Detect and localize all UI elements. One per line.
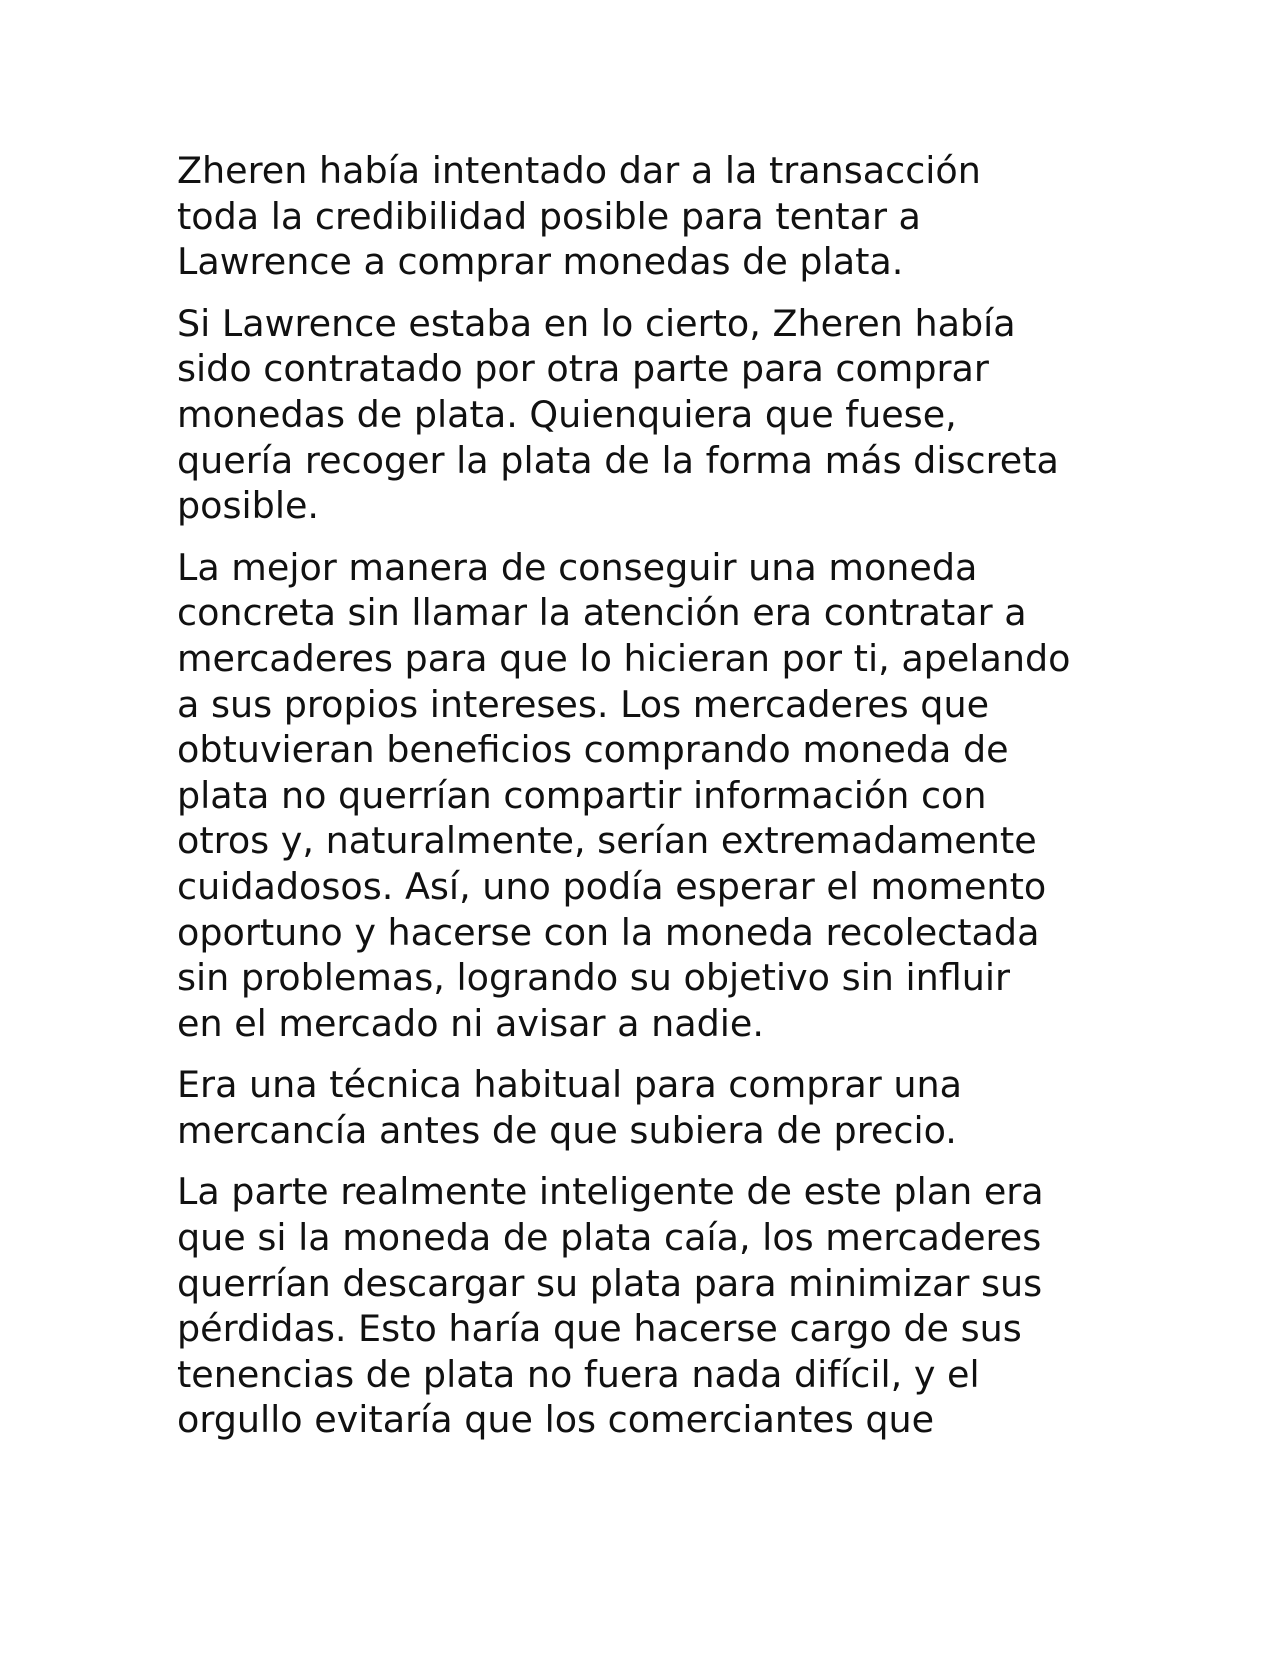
text-line: a sus propios intereses. Los mercaderes que (177, 682, 990, 726)
text-line: La mejor manera de conseguir una moneda (177, 545, 978, 589)
text-line: monedas de plata. Quienquiera que fuese, (177, 392, 957, 436)
text-line: tenencias de plata no fuera nada difícil, y el (177, 1352, 980, 1396)
text-line: Zheren había intentado dar a la transacción (177, 149, 981, 192)
paragraph-5 (177, 1169, 1117, 1443)
text-line: querrían descargar su plata para minimizar sus (177, 1261, 1043, 1305)
text-line: que si la moneda de plata caía, los mercaderes (177, 1216, 1042, 1260)
text-line: La parte realmente inteligente de este plan era (177, 1170, 1044, 1214)
text-line: sin problemas, logrando su objetivo sin influir (177, 956, 1011, 1000)
text-line: toda la credibilidad posible para tentar a (177, 194, 921, 238)
text-line: posible. (177, 484, 320, 528)
text-line: Era una técnica habitual para comprar una (177, 1063, 963, 1107)
text-line: pérdidas. Esto haría que hacerse cargo de sus (177, 1307, 1022, 1351)
text-line: cuidadosos. Así, uno podía esperar el momento (177, 864, 1047, 908)
text-line: mercaderes para que lo hicieran por ti, apelando (177, 636, 1071, 680)
text-line: Lawrence a comprar monedas de plata. (177, 240, 904, 284)
text-line: oportuno y hacerse con la moneda recolectada (177, 910, 1040, 954)
text-line: plata no querrían compartir información con (177, 773, 987, 817)
paragraph-2 (177, 301, 1117, 529)
text-line: sido contratado por otra parte para comprar (177, 347, 989, 391)
text-line: en el mercado ni avisar a nadie. (177, 1001, 764, 1045)
paragraph-4 (177, 1062, 1117, 1153)
text-line: concreta sin llamar la atención era contratar a (177, 591, 1027, 635)
text-line: quería recoger la plata de la forma más discreta (177, 438, 1059, 482)
text-line: orgullo evitaría que los comerciantes que (177, 1398, 935, 1442)
text-line: obtuvieran beneficios comprando moneda de (177, 728, 1009, 772)
text-line: otros y, naturalmente, serían extremadamente (177, 819, 1037, 863)
body-text (177, 148, 1117, 1459)
text-line: Si Lawrence estaba en lo cierto, Zheren había (177, 301, 1016, 345)
paragraph-3 (177, 545, 1117, 1047)
text-line: mercancía antes de que subiera de precio. (177, 1108, 957, 1152)
paragraph-1 (177, 148, 1117, 285)
